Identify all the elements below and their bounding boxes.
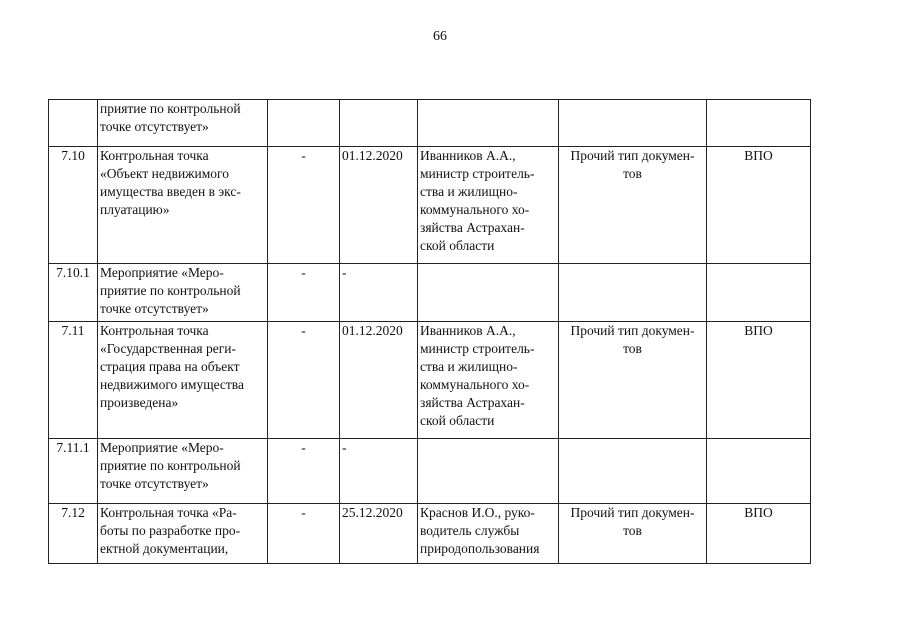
document-type-line: Прочий тип докумен- — [570, 148, 695, 163]
responsible-line: природопользования — [420, 541, 540, 556]
item-name — [98, 439, 268, 504]
responsible — [418, 264, 559, 322]
responsible-line: министр строитель- — [420, 166, 535, 181]
item-name-line: приятие по контрольной — [100, 458, 241, 473]
table-row — [49, 439, 811, 504]
item-name-line: ектной документации, — [100, 541, 229, 556]
responsible-line: коммунального хо- — [420, 377, 530, 392]
start-date — [268, 100, 340, 147]
item-name-line: точке отсутствует» — [100, 301, 209, 316]
table-row — [49, 264, 811, 322]
document-type — [559, 147, 707, 264]
responsible — [418, 439, 559, 504]
item-number: 7.11.1 — [49, 439, 98, 504]
item-name-line: плуатацию» — [100, 202, 170, 217]
item-name — [98, 322, 268, 439]
item-name-line: Мероприятие «Меро- — [100, 440, 224, 455]
page-number: 66 — [433, 29, 447, 44]
item-name-line: Контрольная точка «Ра- — [100, 505, 237, 520]
item-name-line: «Государственная реги- — [100, 341, 236, 356]
responsible-line: ской области — [420, 413, 495, 428]
item-name-line: страция права на объект — [100, 359, 240, 374]
item-name-line: недвижимого имущества — [100, 377, 244, 392]
plan-table — [48, 99, 811, 564]
table-row — [49, 147, 811, 264]
responsible-line: зяйства Астрахан- — [420, 395, 525, 410]
table-row — [49, 322, 811, 439]
item-name — [98, 504, 268, 564]
document-type — [559, 504, 707, 564]
responsible-line: ства и жилищно- — [420, 184, 518, 199]
item-number: 7.10.1 — [49, 264, 98, 322]
start-date: - — [268, 504, 340, 564]
responsible — [418, 100, 559, 147]
item-name-line: боты по разработке про- — [100, 523, 241, 538]
document-type-line: тов — [623, 166, 642, 181]
responsible-line: Иванников А.А., — [420, 323, 516, 338]
table-row — [49, 100, 811, 147]
responsible-line: коммунального хо- — [420, 202, 530, 217]
responsible-line: ской области — [420, 238, 495, 253]
item-name-line: Контрольная точка — [100, 148, 209, 163]
table-body — [49, 100, 811, 564]
responsible-line: министр строитель- — [420, 341, 535, 356]
item-name-line: «Объект недвижимого — [100, 166, 229, 181]
start-date: - — [268, 147, 340, 264]
item-name — [98, 264, 268, 322]
responsible — [418, 147, 559, 264]
document-type — [559, 322, 707, 439]
end-date: 01.12.2020 — [340, 147, 418, 264]
document-type — [559, 264, 707, 322]
item-name-line: точке отсутствует» — [100, 476, 209, 491]
item-number: 7.11 — [49, 322, 98, 439]
document-type-line: Прочий тип докумен- — [570, 323, 695, 338]
end-date — [340, 100, 418, 147]
control-code: ВПО — [707, 504, 811, 564]
responsible-line: Иванников А.А., — [420, 148, 516, 163]
control-code — [707, 100, 811, 147]
item-name — [98, 147, 268, 264]
item-name-line: Мероприятие «Меро- — [100, 265, 224, 280]
table-row — [49, 504, 811, 564]
item-name-line: Контрольная точка — [100, 323, 209, 338]
document-type — [559, 439, 707, 504]
item-number: 7.12 — [49, 504, 98, 564]
responsible-line: зяйства Астрахан- — [420, 220, 525, 235]
responsible — [418, 504, 559, 564]
item-name-line: точке отсутствует» — [100, 119, 209, 134]
start-date: - — [268, 439, 340, 504]
item-name-line: приятие по контрольной — [100, 101, 241, 116]
end-date: - — [340, 264, 418, 322]
responsible — [418, 322, 559, 439]
start-date: - — [268, 264, 340, 322]
control-code: ВПО — [707, 322, 811, 439]
document-type-line: тов — [623, 341, 642, 356]
end-date: 25.12.2020 — [340, 504, 418, 564]
item-name-line: имущества введен в экс- — [100, 184, 241, 199]
control-code — [707, 264, 811, 322]
document-type-line: тов — [623, 523, 642, 538]
document-type — [559, 100, 707, 147]
responsible-line: Краснов И.О., руко- — [420, 505, 535, 520]
item-name-line: приятие по контрольной — [100, 283, 241, 298]
item-number — [49, 100, 98, 147]
document-type-line: Прочий тип докумен- — [570, 505, 695, 520]
control-code — [707, 439, 811, 504]
responsible-line: ства и жилищно- — [420, 359, 518, 374]
item-number: 7.10 — [49, 147, 98, 264]
end-date: - — [340, 439, 418, 504]
end-date: 01.12.2020 — [340, 322, 418, 439]
item-name — [98, 100, 268, 147]
start-date: - — [268, 322, 340, 439]
control-code: ВПО — [707, 147, 811, 264]
item-name-line: произведена» — [100, 395, 179, 410]
responsible-line: водитель службы — [420, 523, 520, 538]
